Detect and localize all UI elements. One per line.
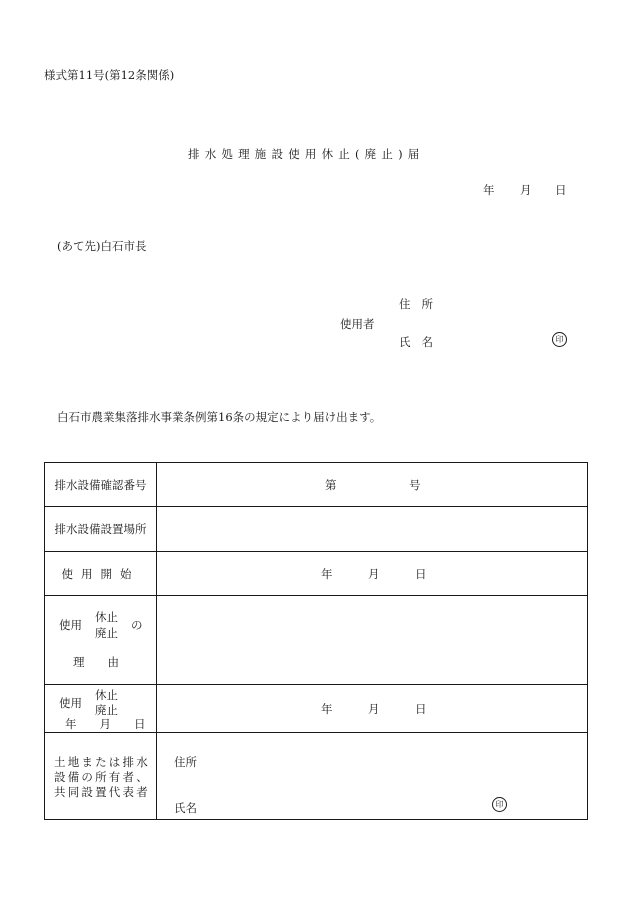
date-day-label: 日 [555,183,567,197]
date-month-label: 月 [520,183,532,197]
use-start-label: 使用開始 [45,552,157,596]
owner-name-label: 氏名 [174,801,197,815]
confirmation-number-label: 排水設備確認番号 [45,463,157,507]
applicant-seal-icon: 印 [552,332,567,347]
row-reason [45,596,588,685]
owner-field[interactable] [157,733,588,820]
row-suspend-date [45,685,588,733]
form-number: 様式第11号(第12条関係) [44,68,175,82]
reason-label: 使用 休止 廃止 の 理 由 [45,596,157,685]
installation-location-field[interactable] [157,507,588,552]
suspend-date-label: 使用 休止 廃止 年 月 日 [45,685,157,733]
row-use-start [45,552,588,596]
row-installation-location [45,507,588,552]
applicant-label: 使用者 [340,317,375,331]
confirmation-prefix: 第 [325,478,337,492]
owner-label: 土地または排水 設備の所有者、 共同設置代表者 [45,733,157,820]
confirmation-suffix: 号 [409,478,421,492]
applicant-address-label: 住所 [399,297,444,311]
suspend-date-field[interactable]: 年 月 日 [157,685,588,733]
owner-seal-icon: 印 [492,797,507,812]
owner-address-label: 住所 [174,755,197,769]
reason-field[interactable] [157,596,588,685]
row-owner [45,733,588,820]
document-title: 排水処理施設使用休止(廃止)届 [188,147,425,161]
addressee: (あて先)白石市長 [57,239,147,253]
statement: 白石市農業集落排水事業条例第16条の規定により届け出ます。 [57,410,382,424]
installation-location-label: 排水設備設置場所 [45,507,157,552]
row-confirmation-number [45,463,588,507]
application-table [44,462,588,820]
date-year-label: 年 [483,183,495,197]
applicant-name-label: 氏名 [399,335,444,349]
use-start-date-field[interactable]: 年 月 日 [157,552,588,596]
confirmation-number-field[interactable] [157,463,588,507]
